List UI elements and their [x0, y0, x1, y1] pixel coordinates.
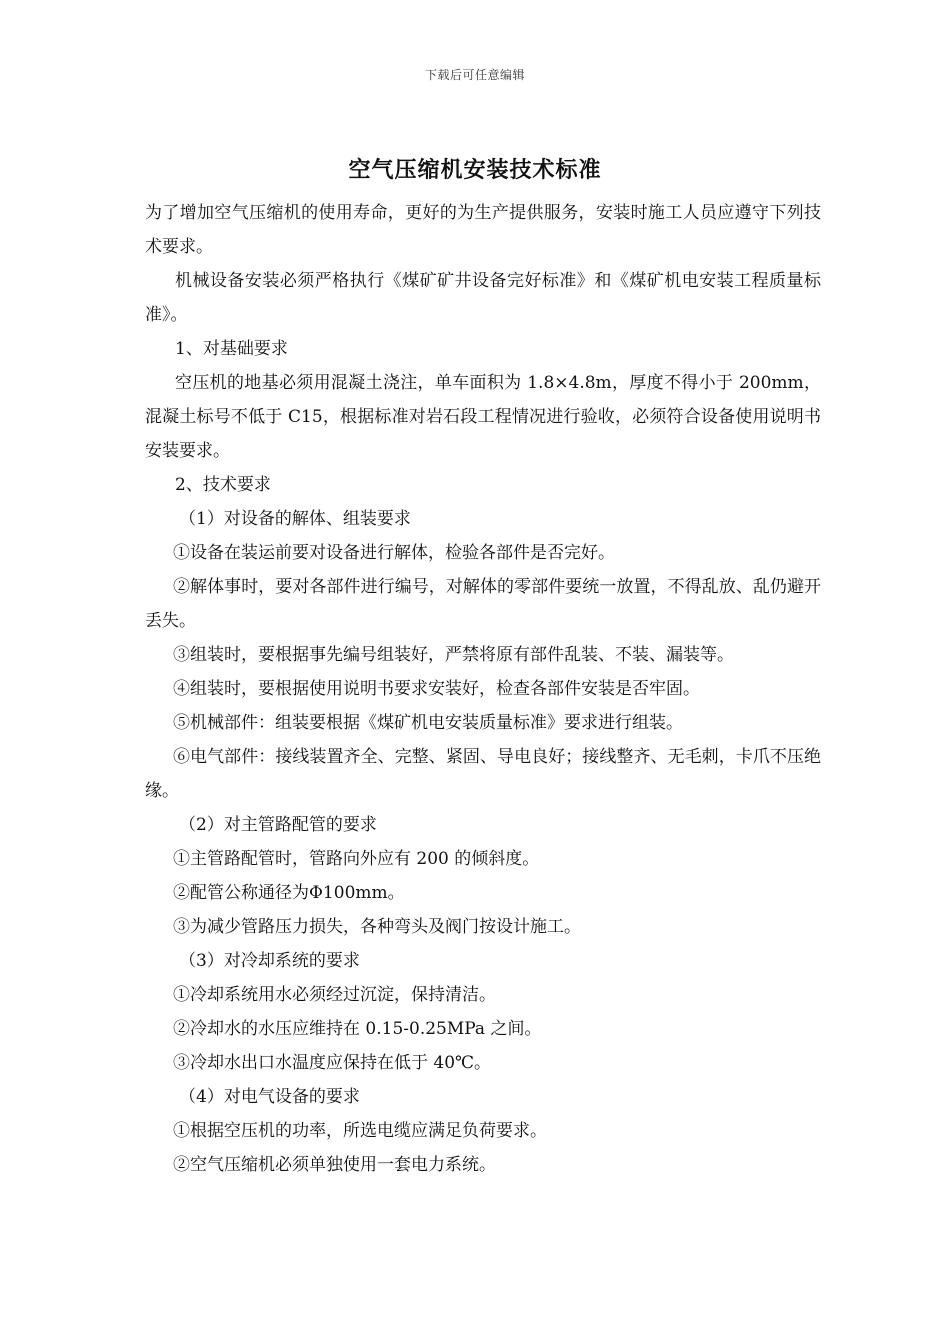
- paragraph-foundation: 空压机的地基必须用混凝土浇注，单车面积为 1.8×4.8m，厚度不得小于 200mm，混凝土标号不低于 C15，根据标准对岩石段工程情况进行验收，必须符合设备使用说明书安装要求。: [145, 373, 821, 461]
- list-item: ③为减少管路压力损失，各种弯头及阀门按设计施工。: [173, 917, 581, 937]
- section-heading-foundation: 1、对基础要求: [175, 339, 288, 359]
- list-item: ①主管路配管时，管路向外应有 200 的倾斜度。: [173, 849, 540, 869]
- paragraph-standards: 机械设备安装必须严格执行《煤矿矿井设备完好标准》和《煤矿机电安装工程质量标准》。: [145, 271, 821, 325]
- subsection-heading-assembly: （1）对设备的解体、组装要求: [179, 509, 411, 529]
- list-item: ④组装时，要根据使用说明书要求安装好，检查各部件安装是否牢固。: [173, 679, 700, 699]
- page-header: 下载后可任意编辑: [424, 68, 525, 82]
- list-item: ③冷却水出口水温度应保持在低于 40℃。: [173, 1053, 492, 1073]
- list-item: ①根据空压机的功率，所选电缆应满足负荷要求。: [173, 1121, 547, 1141]
- list-item: ②解体事时，要对各部件进行编号，对解体的零部件要统一放置，不得乱放、乱仍避开丢失。: [145, 577, 821, 631]
- list-item: ⑤机械部件：组装要根据《煤矿机电安装质量标准》要求进行组装。: [173, 713, 683, 733]
- document-title: 空气压缩机安装技术标准: [348, 158, 602, 183]
- list-item: ②空气压缩机必须单独使用一套电力系统。: [173, 1155, 496, 1175]
- list-item: ②冷却水的水压应维持在 0.15-0.25MPa 之间。: [173, 1019, 542, 1039]
- list-item: ⑥电气部件：接线装置齐全、完整、紧固、导电良好；接线整齐、无毛刺，卡爪不压绝缘。: [145, 747, 821, 801]
- section-heading-technical: 2、技术要求: [175, 475, 271, 495]
- subsection-heading-electrical: （4）对电气设备的要求: [179, 1087, 360, 1107]
- list-item: ③组装时，要根据事先编号组装好，严禁将原有部件乱装、不装、漏装等。: [173, 645, 734, 665]
- paragraph-intro: 为了增加空气压缩机的使用寿命，更好的为生产提供服务，安装时施工人员应遵守下列技术要求。: [145, 203, 821, 257]
- list-item: ①冷却系统用水必须经过沉淀，保持清洁。: [173, 985, 496, 1005]
- document-body: [145, 196, 821, 1182]
- list-item: ②配管公称通径为Φ100mm。: [173, 883, 405, 903]
- list-item: ①设备在装运前要对设备进行解体，检验各部件是否完好。: [173, 543, 615, 563]
- subsection-heading-cooling: （3）对冷却系统的要求: [179, 951, 360, 971]
- subsection-heading-piping: （2）对主管路配管的要求: [179, 815, 377, 835]
